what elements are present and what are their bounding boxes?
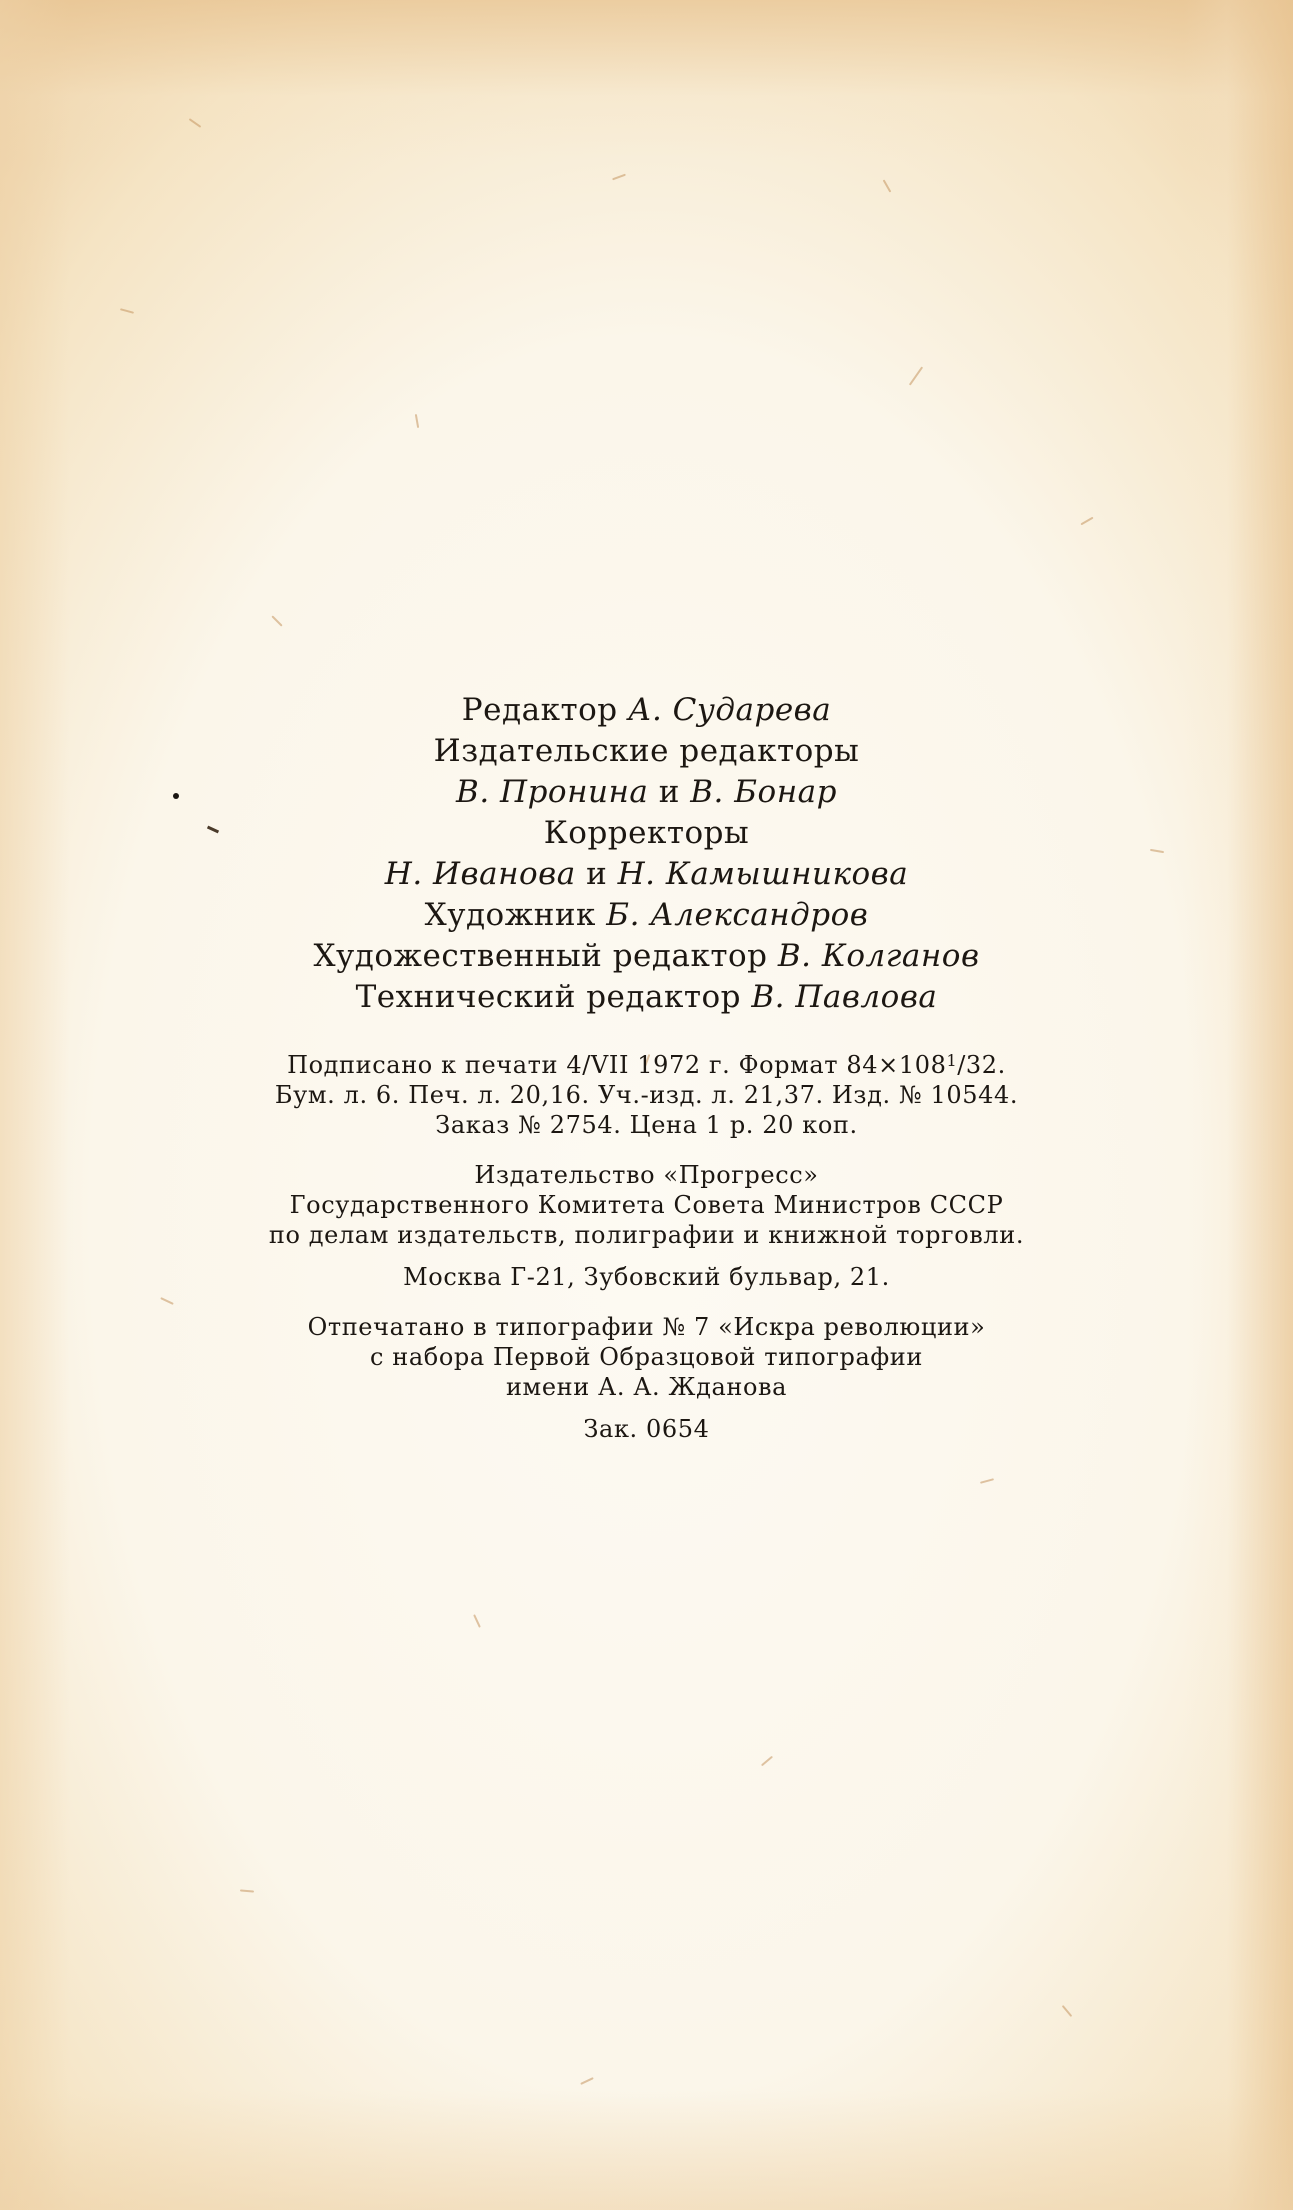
paper-fiber [120, 308, 134, 314]
editor-name: А. Сударева [627, 692, 832, 728]
publishing-editor-2: В. Бонар [690, 774, 837, 810]
paper-fiber [473, 1614, 481, 1628]
format-superscript: 1 [946, 1051, 958, 1070]
paper-sheets-line: Бум. л. 6. Печ. л. 20,16. Уч.-изд. л. 21,37. Изд. № 10544. [274, 1081, 1019, 1109]
tech-editor-label: Технический редактор [355, 979, 742, 1015]
publishing-editors-label: Издательские редакторы [433, 733, 860, 769]
paper-fiber [761, 1756, 773, 1767]
publisher-address: Москва Г-21, Зубовский бульвар, 21. [403, 1263, 890, 1291]
paper-fiber [240, 1889, 254, 1892]
proofreader-1: Н. Иванова [384, 856, 576, 892]
format-tail: /32. [957, 1051, 1006, 1079]
paper-fiber [980, 1478, 994, 1484]
art-editor-label: Художественный редактор [313, 938, 768, 974]
tech-editor-line [0, 977, 1293, 1018]
editor-label: Редактор [461, 692, 618, 728]
artist-label: Художник [424, 897, 596, 933]
paper-stain-top [0, 0, 1293, 160]
paper-stain-bottom [0, 2090, 1293, 2210]
proofreader-2: Н. Камышникова [617, 856, 909, 892]
art-editor-name: В. Колганов [777, 938, 980, 974]
credits-block [0, 690, 1293, 1018]
publisher-line-1: Издательство «Прогресс» [474, 1161, 819, 1189]
imprint-block [0, 1046, 1293, 1444]
paper-fiber [271, 615, 282, 626]
artist-name: Б. Александров [606, 897, 869, 933]
printer-line-1: Отпечатано в типографии № 7 «Искра революции» [307, 1313, 986, 1341]
signed-line-text: Подписано к печати 4/VII 1972 г. Формат 84×108 [287, 1051, 947, 1079]
proofreaders-names [0, 854, 1293, 895]
publishing-editors-names [0, 772, 1293, 813]
conjunction: и [586, 856, 608, 892]
publishing-editor-1: В. Пронина [456, 774, 649, 810]
printer-line-3: имени А. А. Жданова [505, 1373, 788, 1401]
paper-fiber [415, 414, 419, 428]
signed-for-print-line [0, 1046, 1293, 1080]
printer-line-2: с набора Первой Образцовой типографии [370, 1343, 923, 1371]
paper-fiber [1062, 2005, 1073, 2017]
print-order-number: Зак. 0654 [583, 1415, 710, 1443]
paper-fiber [1080, 517, 1093, 526]
editor-line [0, 690, 1293, 731]
paper-fiber [580, 2077, 594, 2085]
proofreaders-label: Корректоры [543, 815, 750, 851]
paper-fiber [909, 366, 923, 385]
conjunction: и [658, 774, 680, 810]
publisher-line-3: по делам издательств, полиграфии и книжной торговли. [268, 1221, 1025, 1249]
paper-fiber [883, 179, 892, 192]
paper-fiber [612, 174, 626, 181]
publisher-line-2: Государственного Комитета Совета Министров СССР [289, 1191, 1004, 1219]
art-editor-line [0, 936, 1293, 977]
order-price-line: Заказ № 2754. Цена 1 р. 20 коп. [435, 1111, 858, 1139]
artist-line [0, 895, 1293, 936]
tech-editor-name: В. Павлова [751, 979, 938, 1015]
